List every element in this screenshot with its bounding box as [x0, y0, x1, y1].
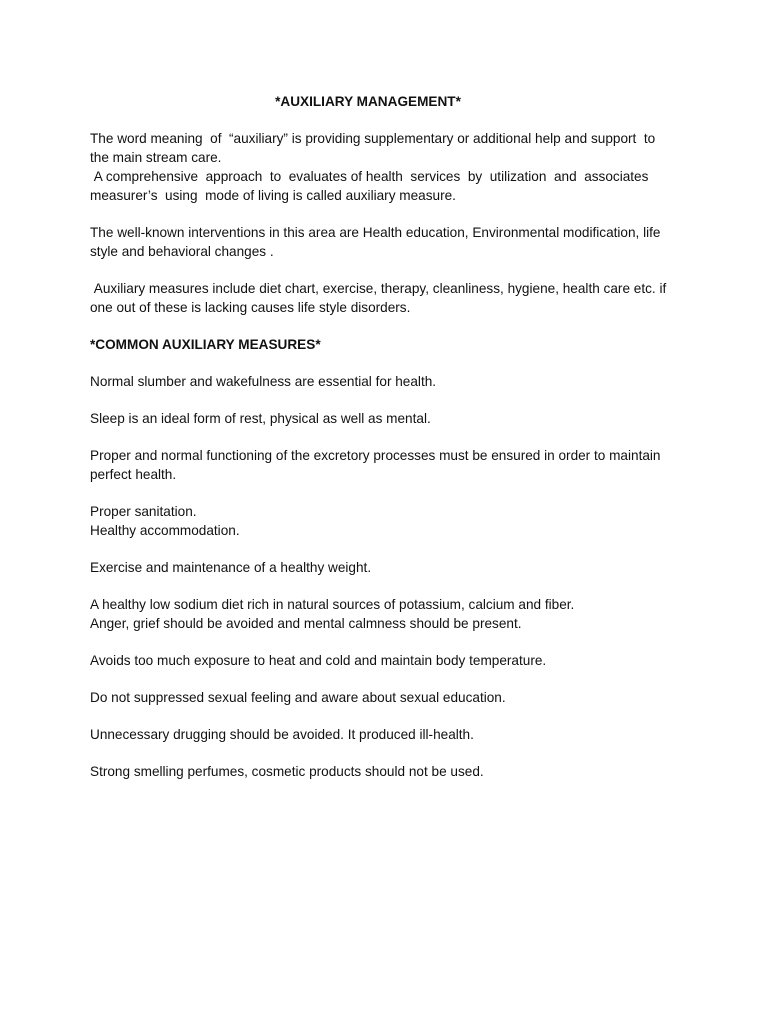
item-sanitation-group — [90, 502, 682, 540]
intro-line-1: The word meaning of “auxiliary” is providing supplementary or additional help and support to — [90, 131, 656, 146]
item-sanitation: Proper sanitation. — [90, 504, 197, 519]
item-diet: A healthy low sodium diet rich in natural sources of potassium, calcium and fiber. — [90, 597, 575, 612]
item-exercise: Exercise and maintenance of a healthy weight. — [90, 560, 372, 575]
measures-include-line-1: Auxiliary measures include diet chart, exercise, therapy, cleanliness, hygiene, health care etc. if — [90, 281, 667, 296]
item-excretory-line-1: Proper and normal functioning of the excretory processes must be ensured in order to maintain — [90, 448, 661, 463]
item-perfumes: Strong smelling perfumes, cosmetic products should not be used. — [90, 764, 484, 779]
interventions-line-1: The well-known interventions in this area are Health education, Environmental modification, life — [90, 225, 661, 240]
item-sleep: Sleep is an ideal form of rest, physical as well as mental. — [90, 411, 431, 426]
measures-include-paragraph — [90, 279, 682, 317]
item-excretory-line-2: perfect health. — [90, 467, 177, 482]
item-slumber: Normal slumber and wakefulness are essential for health. — [90, 374, 437, 389]
measures-include-line-2: one out of these is lacking causes life style disorders. — [90, 300, 411, 315]
interventions-paragraph — [90, 223, 682, 261]
intro-line-3: A comprehensive approach to evaluates of health services by utilization and associates — [90, 169, 649, 184]
item-diet-group — [90, 595, 682, 633]
intro-line-4: measurer’s using mode of living is called auxiliary measure. — [90, 188, 456, 203]
document-title: *AUXILIARY MANAGEMENT* — [275, 94, 461, 109]
item-drugging: Unnecessary drugging should be avoided. It produced ill-health. — [90, 727, 474, 742]
item-sexual: Do not suppressed sexual feeling and aware about sexual education. — [90, 690, 506, 705]
item-anger: Anger, grief should be avoided and mental calmness should be present. — [90, 616, 522, 631]
item-exposure: Avoids too much exposure to heat and cold and maintain body temperature. — [90, 653, 547, 668]
intro-paragraph — [90, 129, 682, 205]
document-body — [90, 92, 682, 799]
item-accommodation: Healthy accommodation. — [90, 523, 240, 538]
intro-line-2: the main stream care. — [90, 150, 222, 165]
interventions-line-2: style and behavioral changes . — [90, 244, 274, 259]
common-measures-heading: *COMMON AUXILIARY MEASURES* — [90, 337, 321, 352]
item-excretory — [90, 446, 682, 484]
